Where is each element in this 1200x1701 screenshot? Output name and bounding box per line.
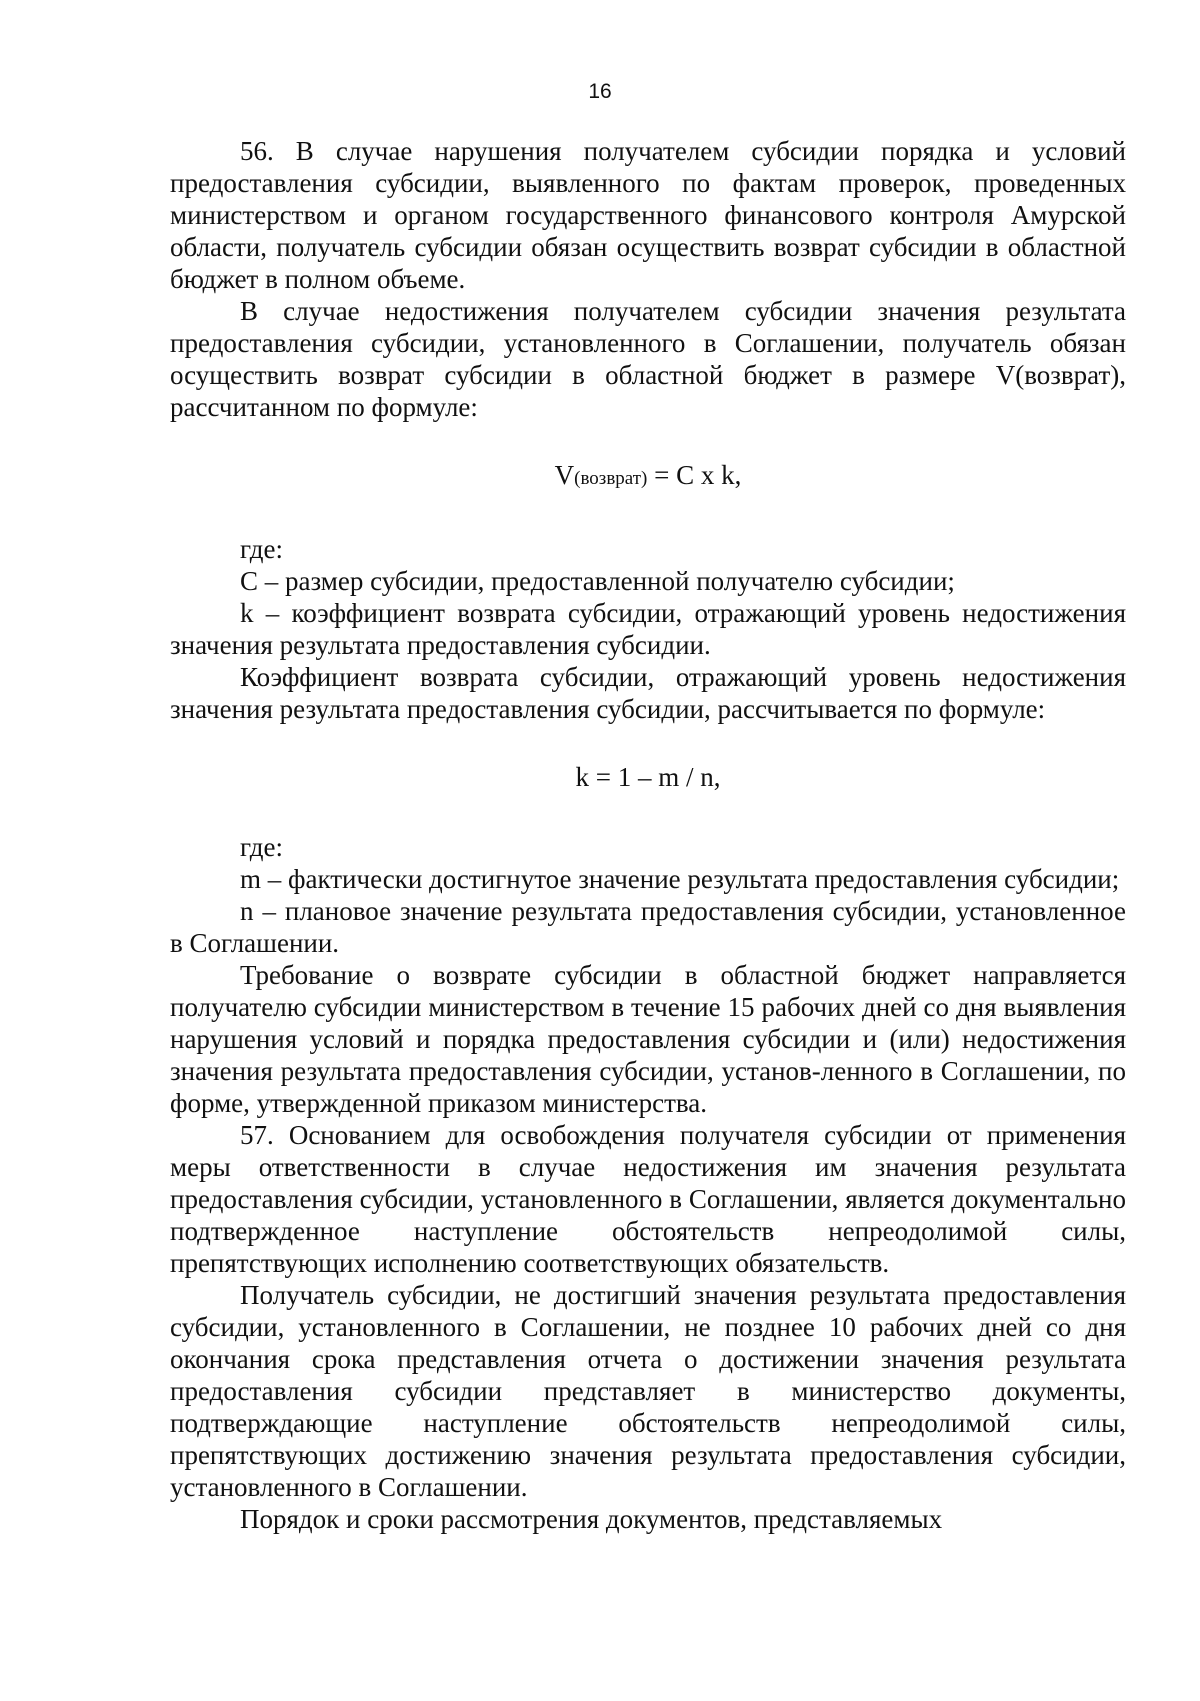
paragraph-koefficient: Коэффициент возврата субсидии, отражающий уровень недостижения значения результата предоставления субсидии, рассчитывается по формуле: <box>170 662 1126 724</box>
formula-rest: = C x k, <box>647 460 742 490</box>
page-number: 16 <box>588 80 612 103</box>
paragraph-56: 56. В случае нарушения получателем субсидии порядка и условий предоставления субсидии, выявленного по фактам проверок, проведенных министерством и органом государственного финансового контроля Амурской области, получатель субсидии обязан осуществить возврат субсидии в областной бюджет в полном объеме. <box>170 136 1126 294</box>
definition-c: C – размер субсидии, предоставленной получателю субсидии; <box>240 566 955 596</box>
where-label-1: где: <box>240 534 283 564</box>
paragraph-trebovanie: Требование о возврате субсидии в областной бюджет направляется получателю субсидии министерством в течение 15 рабочих дней со дня выявления нарушения условий и порядка предоставления субсидии и (или) недостижения значения результата предоставления субсидии, установ-ленного в Соглашении, по форме, утвержденной приказом министерства. <box>170 960 1126 1118</box>
formula-v: V <box>554 460 575 490</box>
paragraph-57: 57. Основанием для освобождения получателя субсидии от применения меры ответственности в случае недостижения им значения результата предоставления субсидии, установленного в Соглашении, является документально подтвержденное наступление обстоятельств непреодолимой силы, препятствующих исполнению соответствующих обязательств. <box>170 1120 1126 1278</box>
formula-vozvrat <box>170 459 1126 495</box>
definition-m: m – фактически достигнутое значение результата предоставления субсидии; <box>240 864 1120 894</box>
where-label-2: где: <box>240 832 283 862</box>
definition-n: n – плановое значение результата предоставления субсидии, установленное в Соглашении. <box>170 896 1126 958</box>
paragraph-poryadok: Порядок и сроки рассмотрения документов, представляемых <box>240 1504 943 1534</box>
paragraph-poluchatel: Получатель субсидии, не достигший значения результата предоставления субсидии, установленного в Соглашении, не позднее 10 рабочих дней со дня окончания срока представления отчета о достижении значения результата предоставления субсидии представляет в министерство документы, подтверждающие наступление обстоятельств непреодолимой силы, препятствующих достижению значения результата предоставления субсидии, установленного в Соглашении. <box>170 1280 1126 1502</box>
formula-v-subscript: (возврат) <box>574 468 648 489</box>
document-body <box>170 135 1126 1535</box>
definition-k: k – коэффициент возврата субсидии, отражающий уровень недостижения значения результата предоставления субсидии. <box>170 598 1126 660</box>
formula-k: k = 1 – m / n, <box>575 762 721 792</box>
paragraph-nedostizheniya: В случае недостижения получателем субсидии значения результата предоставления субсидии, установленного в Соглашении, получатель обязан осуществить возврат субсидии в областной бюджет в размере V(возврат), рассчитанном по формуле: <box>170 296 1126 422</box>
